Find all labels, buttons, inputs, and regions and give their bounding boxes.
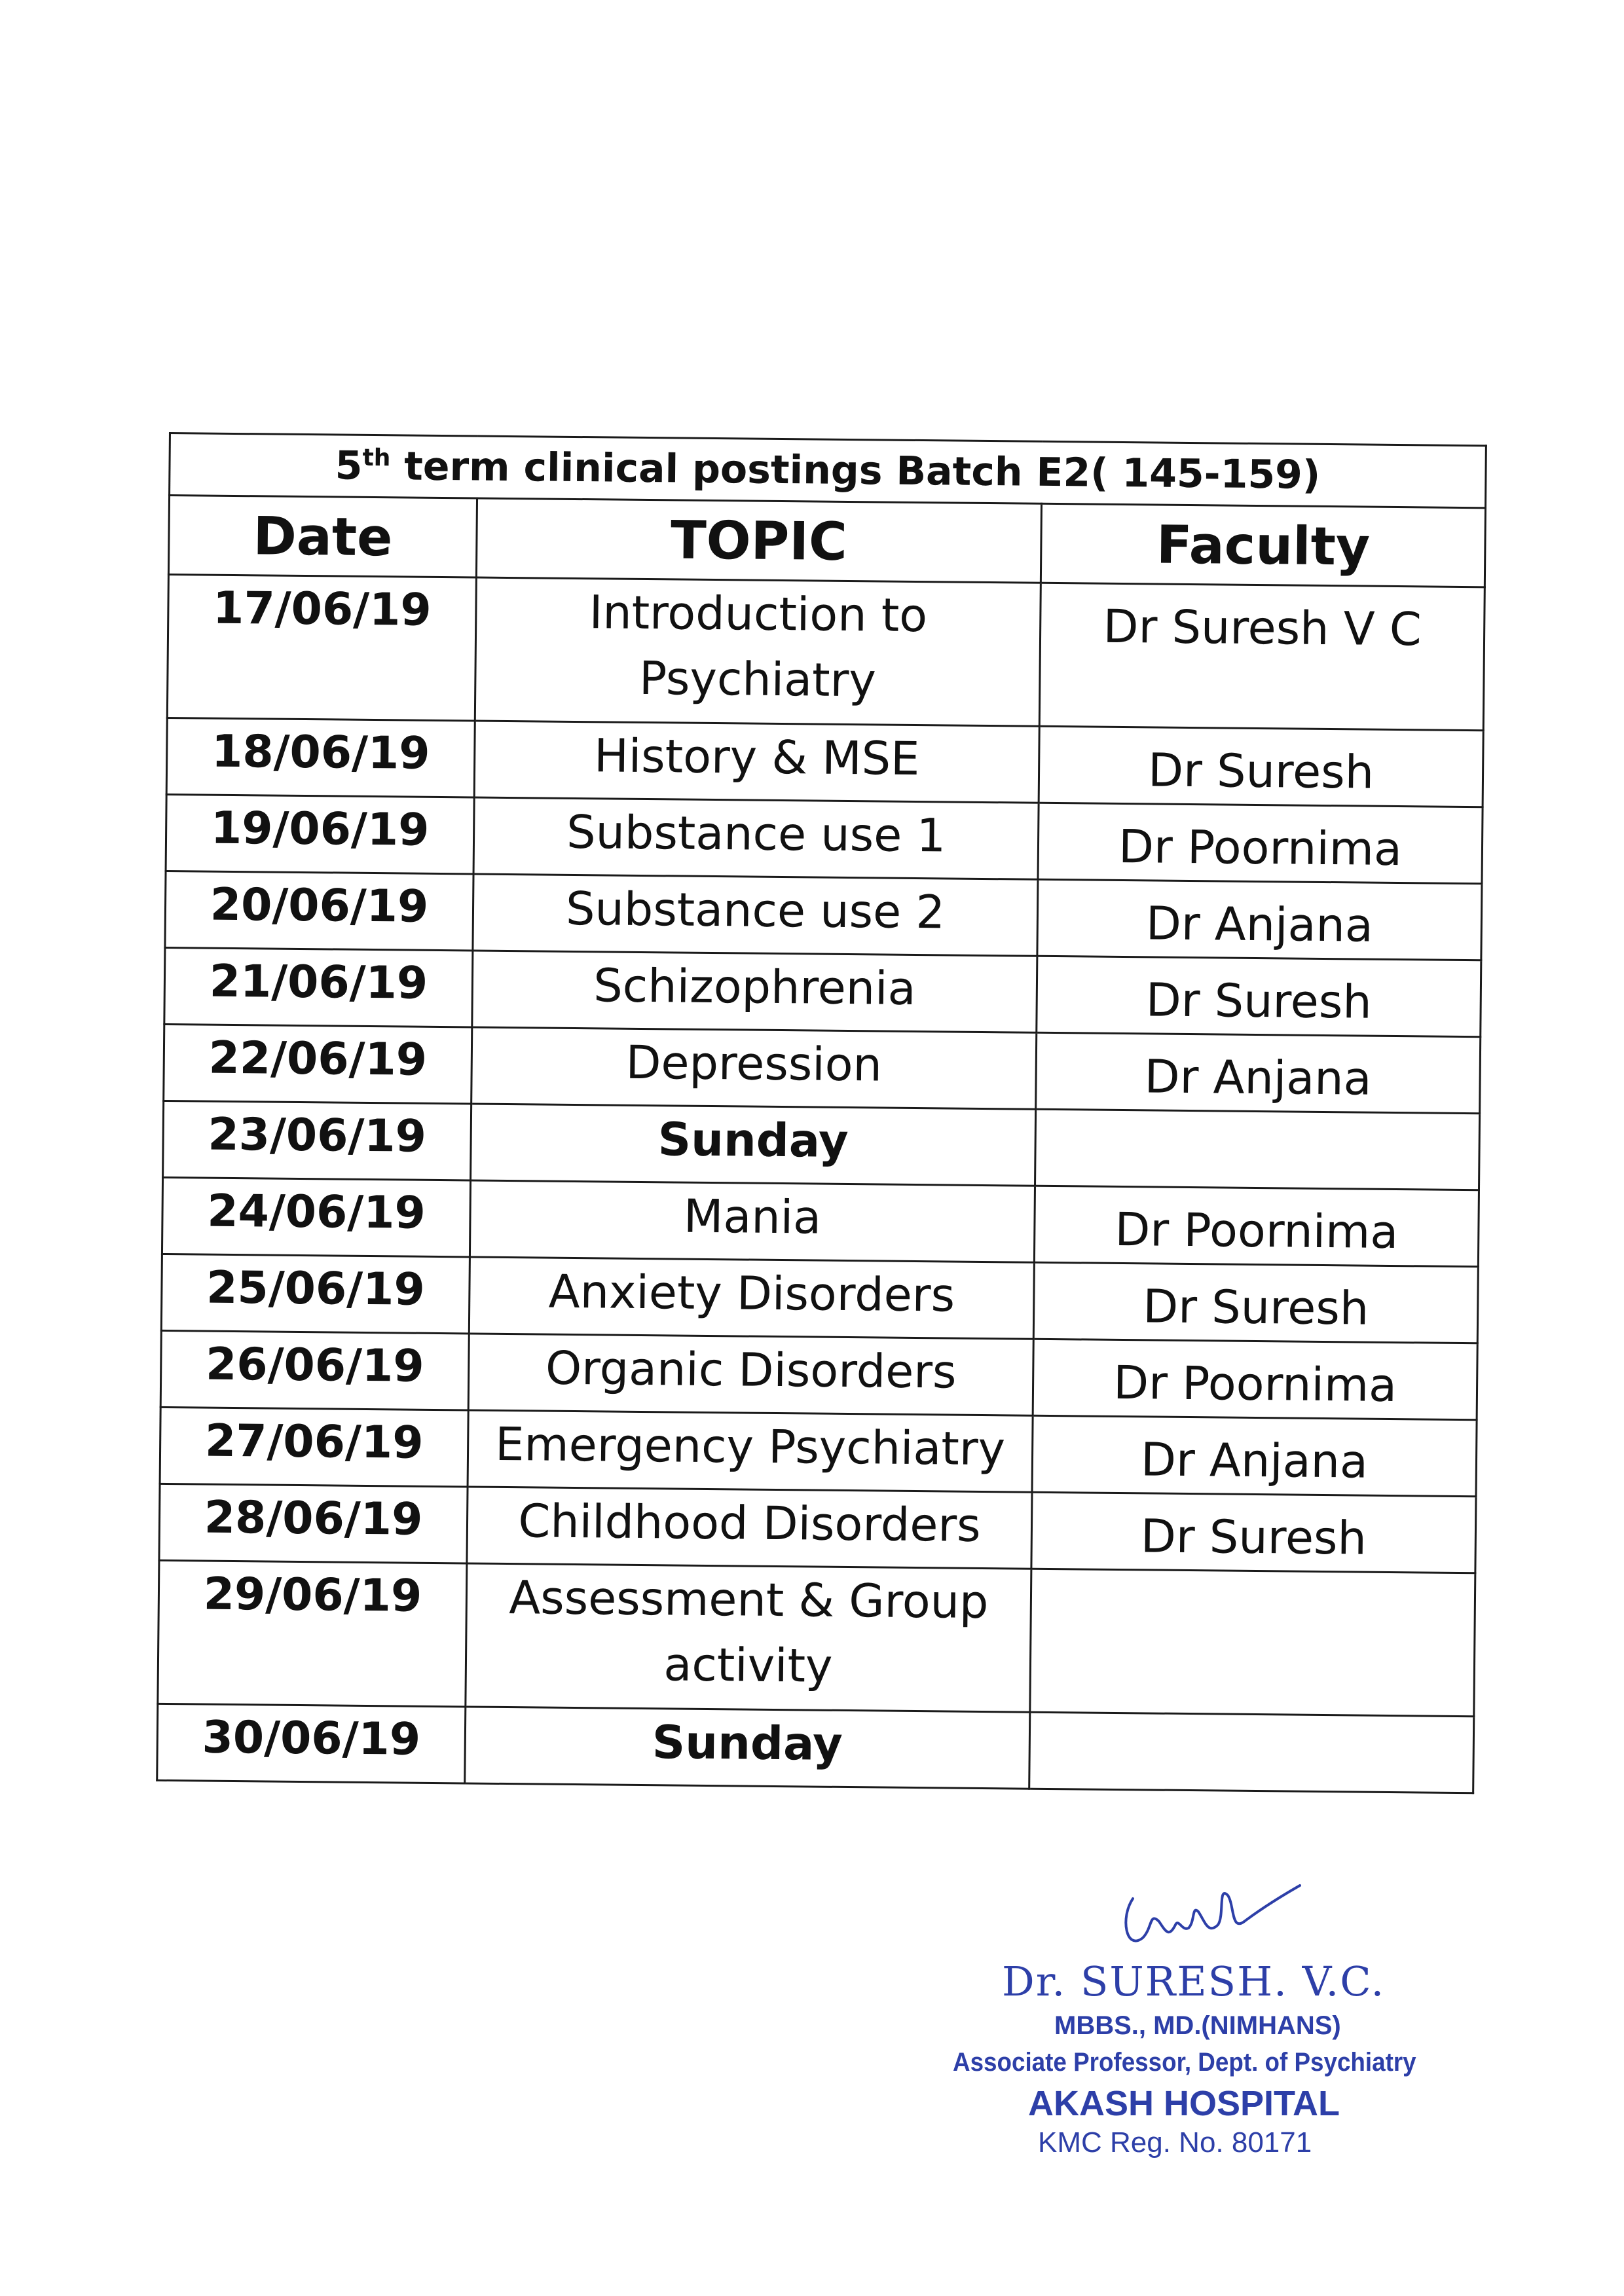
header-row [168, 496, 1485, 587]
topic-cell: Sunday [471, 1104, 1036, 1186]
table-title: 5th term clinical postings Batch E2( 145-159) [170, 433, 1486, 508]
date-cell: 22/06/19 [164, 1024, 472, 1104]
header-faculty: Faculty [1041, 503, 1485, 587]
date-cell: 17/06/19 [167, 575, 476, 721]
date-cell: 21/06/19 [164, 947, 473, 1027]
table-row [160, 1330, 1477, 1419]
date-cell: 18/06/19 [166, 718, 475, 797]
table-row [157, 1704, 1474, 1793]
topic-cell [466, 1563, 1031, 1712]
topic-line: Psychiatry [638, 651, 877, 708]
table-row [158, 1560, 1475, 1716]
date-cell: 20/06/19 [165, 871, 473, 951]
topic-cell: Substance use 2 [473, 874, 1038, 956]
schedule-table [156, 432, 1487, 1794]
header-topic: TOPIC [476, 498, 1041, 583]
stamp-name: Dr. SURESH. V.C. [1002, 1958, 1386, 2005]
header-date: Date [168, 496, 477, 578]
table-row [166, 718, 1483, 807]
faculty-cell: Dr Poornima [1033, 1339, 1477, 1420]
topic-cell: Sunday [465, 1707, 1030, 1789]
topic-cell: Emergency Psychiatry [468, 1410, 1033, 1492]
table-row [160, 1407, 1477, 1496]
faculty-cell: Dr Suresh [1031, 1492, 1476, 1573]
stamp-hospital: AKASH HOSPITAL [1028, 2084, 1340, 2123]
date-cell: 27/06/19 [160, 1407, 468, 1487]
topic-line: activity [663, 1637, 833, 1693]
faculty-cell: Dr Poornima [1038, 803, 1483, 884]
date-cell: 29/06/19 [158, 1560, 467, 1707]
topic-cell: Anxiety Disorders [469, 1257, 1034, 1339]
date-cell: 30/06/19 [157, 1704, 466, 1783]
table-row [161, 1254, 1478, 1343]
topic-cell: Organic Disorders [468, 1334, 1033, 1415]
date-cell: 23/06/19 [163, 1101, 471, 1180]
date-cell: 25/06/19 [161, 1254, 470, 1334]
table-row [163, 1101, 1480, 1190]
faculty-cell: Dr Anjana [1032, 1415, 1477, 1497]
table-row [167, 575, 1485, 731]
faculty-cell: Dr Suresh [1039, 726, 1483, 807]
topic-cell: Mania [470, 1180, 1035, 1262]
faculty-cell [1029, 1712, 1474, 1793]
stamp-qualification: MBBS., MD.(NIMHANS) [1054, 2011, 1341, 2040]
faculty-cell [1035, 1109, 1480, 1190]
faculty-cell [1030, 1569, 1475, 1716]
table-row [164, 947, 1481, 1036]
faculty-cell: Dr Poornima [1034, 1186, 1479, 1267]
table-row [159, 1484, 1476, 1573]
faculty-cell: Dr Anjana [1037, 879, 1482, 960]
faculty-cell: Dr Anjana [1036, 1032, 1481, 1114]
topic-line: Assessment & Group [508, 1571, 989, 1630]
table-row [165, 871, 1482, 960]
topic-cell: Childhood Disorders [467, 1487, 1032, 1569]
faculty-cell: Dr Suresh [1037, 956, 1481, 1037]
table-row [164, 1024, 1481, 1113]
faculty-cell: Dr Suresh [1033, 1262, 1478, 1343]
date-cell: 26/06/19 [160, 1330, 469, 1410]
topic-cell: Depression [471, 1027, 1037, 1109]
table-row [166, 794, 1483, 883]
date-cell: 24/06/19 [162, 1177, 470, 1257]
topic-cell [475, 577, 1041, 726]
date-cell: 28/06/19 [159, 1484, 468, 1563]
stamp-designation: Associate Professor, Dept. of Psychiatry [953, 2048, 1416, 2077]
topic-line: Introduction to [589, 585, 928, 643]
topic-cell: Schizophrenia [472, 951, 1037, 1032]
signature [1113, 1859, 1310, 1964]
date-cell: 19/06/19 [166, 794, 474, 874]
stamp-registration: KMC Reg. No. 80171 [1038, 2126, 1312, 2159]
topic-cell: Substance use 1 [473, 797, 1039, 879]
faculty-cell: Dr Suresh V C [1039, 583, 1485, 730]
table-row [162, 1177, 1479, 1266]
topic-cell: History & MSE [474, 721, 1039, 803]
